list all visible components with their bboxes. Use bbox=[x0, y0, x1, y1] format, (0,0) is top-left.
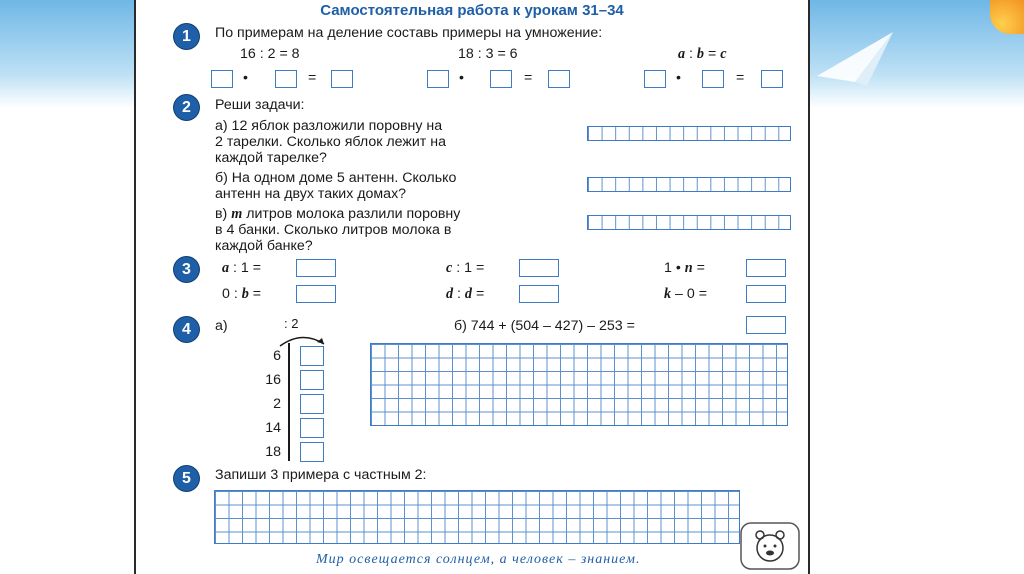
column-value: 6 bbox=[273, 348, 281, 364]
task-number-5: 5 bbox=[174, 466, 199, 491]
expression-0-div-b: 0 : b = bbox=[222, 286, 262, 302]
dot-sign: • bbox=[243, 70, 248, 86]
equals-sign: = bbox=[736, 70, 745, 86]
bear-mascot-icon bbox=[740, 522, 800, 572]
answer-row[interactable] bbox=[587, 177, 791, 192]
answer-box[interactable] bbox=[746, 285, 786, 303]
task-number-2: 2 bbox=[174, 95, 199, 120]
equals-sign: = bbox=[524, 70, 533, 86]
expression-a-div-1: a : 1 = bbox=[222, 260, 262, 276]
answer-box[interactable] bbox=[644, 70, 666, 88]
problem-c-line-2: в 4 банки. Сколько литров молока в bbox=[215, 222, 452, 238]
worksheet bbox=[134, 0, 810, 574]
task-1-text: По примерам на деление составь примеры на умножение: bbox=[215, 25, 603, 41]
expression-k-minus-0: k – 0 = bbox=[664, 286, 707, 302]
task-number-4: 4 bbox=[174, 317, 199, 342]
answer-box[interactable] bbox=[300, 418, 324, 438]
task-4b-expression: б) 744 + (504 – 427) – 253 = bbox=[454, 318, 635, 334]
paper-plane-icon bbox=[815, 28, 895, 88]
task-1-example-3: a : b = c bbox=[678, 46, 727, 62]
problem-c-line-3: каждой банке? bbox=[215, 238, 313, 254]
answer-row[interactable] bbox=[587, 126, 791, 141]
task-1-example-2: 18 : 3 = 6 bbox=[458, 46, 518, 62]
column-divider bbox=[288, 343, 290, 461]
dot-sign: • bbox=[459, 70, 464, 86]
page-title: Самостоятельная работа к урокам 31–34 bbox=[320, 2, 624, 19]
answer-row[interactable] bbox=[587, 215, 791, 230]
expression-d-div-d: d : d = bbox=[446, 286, 485, 302]
answer-box[interactable] bbox=[702, 70, 724, 88]
answer-box[interactable] bbox=[296, 285, 336, 303]
answer-box[interactable] bbox=[296, 259, 336, 277]
equals-sign: = bbox=[308, 70, 317, 86]
answer-box[interactable] bbox=[300, 370, 324, 390]
task-number-3: 3 bbox=[174, 257, 199, 282]
answer-box[interactable] bbox=[300, 394, 324, 414]
answer-box[interactable] bbox=[746, 316, 786, 334]
answer-box[interactable] bbox=[427, 70, 449, 88]
answer-box[interactable] bbox=[746, 259, 786, 277]
problem-b-line-2: антенн на двух таких домах? bbox=[215, 186, 407, 202]
problem-a-line-3: каждой тарелке? bbox=[215, 150, 327, 166]
task-2-text: Реши задачи: bbox=[215, 97, 305, 113]
problem-a-line-2: 2 тарелки. Сколько яблок лежит на bbox=[215, 134, 446, 150]
answer-box[interactable] bbox=[300, 442, 324, 462]
task-1-example-1: 16 : 2 = 8 bbox=[240, 46, 300, 62]
answer-box[interactable] bbox=[331, 70, 353, 88]
squared-work-grid[interactable] bbox=[370, 343, 788, 426]
problem-b-line-1: б) На одном доме 5 антенн. Сколько bbox=[215, 170, 457, 186]
task-4a-label: а) bbox=[215, 318, 228, 334]
column-value: 2 bbox=[273, 396, 281, 412]
answer-box[interactable] bbox=[490, 70, 512, 88]
answer-box[interactable] bbox=[211, 70, 233, 88]
answer-box[interactable] bbox=[275, 70, 297, 88]
squared-answer-grid[interactable] bbox=[214, 490, 740, 544]
problem-a-line-1: а) 12 яблок разложили поровну на bbox=[215, 118, 443, 134]
answer-box[interactable] bbox=[761, 70, 783, 88]
expression-1-times-n: 1 • n = bbox=[664, 260, 705, 276]
answer-box[interactable] bbox=[519, 285, 559, 303]
footer-proverb: Мир освещается солнцем, а человек – знанием. bbox=[316, 552, 641, 567]
answer-box[interactable] bbox=[548, 70, 570, 88]
task-5-text: Запиши 3 примера с частным 2: bbox=[215, 467, 427, 483]
arrow-label: : 2 bbox=[284, 316, 299, 331]
expression-c-div-1: c : 1 = bbox=[446, 260, 485, 276]
problem-c-line-1: в) m литров молока разлили поровну bbox=[215, 206, 461, 222]
column-value: 18 bbox=[265, 444, 281, 460]
answer-box[interactable] bbox=[519, 259, 559, 277]
answer-box[interactable] bbox=[300, 346, 324, 366]
column-value: 14 bbox=[265, 420, 281, 436]
task-number-1: 1 bbox=[174, 24, 199, 49]
column-value: 16 bbox=[265, 372, 281, 388]
dot-sign: • bbox=[676, 70, 681, 86]
